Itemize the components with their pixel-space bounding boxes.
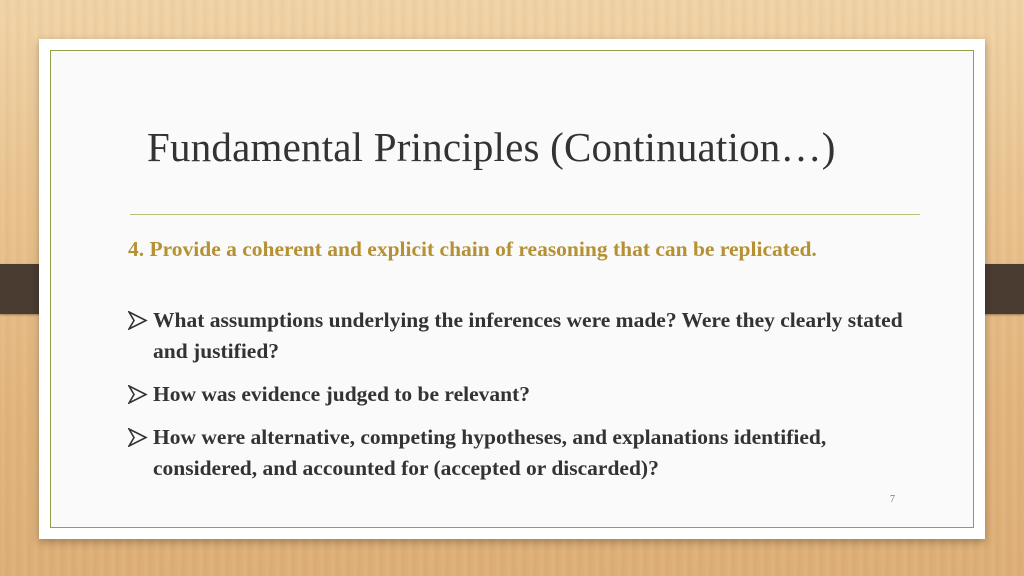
slide-title: Fundamental Principles (Continuation…): [147, 124, 836, 170]
title-divider: [130, 214, 920, 215]
principle-heading: 4. Provide a coherent and explicit chain of reasoning that can be replicated.: [128, 237, 817, 261]
arrow-bullet-icon: [128, 311, 148, 330]
bullet-item: [128, 422, 918, 484]
arrow-bullet-icon: [128, 385, 148, 404]
bullet-item: [128, 379, 918, 410]
bullet-text: How were alternative, competing hypotheses, and explanations identified, considered, and accounted for (accepted or discarded)?: [153, 425, 827, 480]
slide-card: [39, 39, 985, 539]
page-number: 7: [890, 494, 895, 505]
bullet-item: [128, 305, 918, 367]
slide-border-frame: [50, 50, 974, 528]
bullet-text: How was evidence judged to be relevant?: [153, 382, 531, 406]
arrow-bullet-icon: [128, 428, 148, 447]
bullet-list: [128, 305, 918, 496]
bullet-text: What assumptions underlying the inferences were made? Were they clearly stated and justified?: [153, 308, 903, 363]
